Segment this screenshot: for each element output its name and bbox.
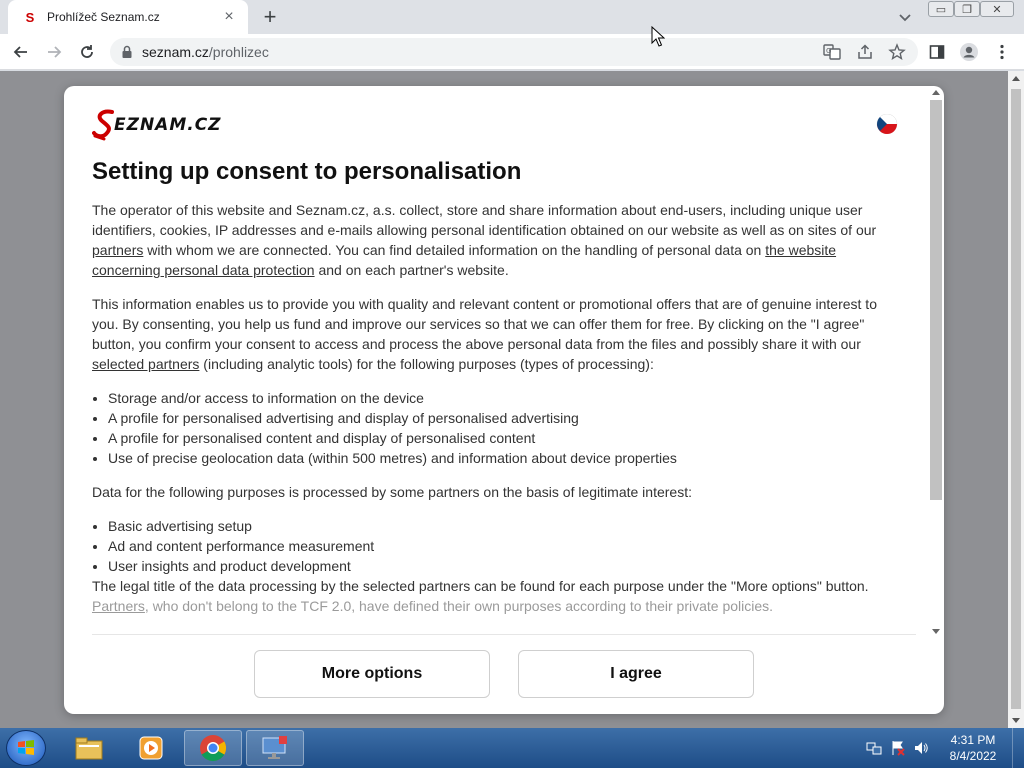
consent-dialog — [64, 86, 944, 714]
back-arrow-icon — [12, 43, 30, 61]
file-explorer-icon — [74, 735, 104, 761]
media-player-icon — [137, 734, 165, 762]
chrome-icon — [198, 733, 228, 763]
reload-button[interactable] — [75, 40, 99, 64]
selected-partners-link[interactable]: selected partners — [92, 356, 200, 372]
non-tcf-partners-note: Partners, who don't belong to the TCF 2.0, have defined their own purposes according to their private policies. — [92, 598, 774, 614]
start-button[interactable] — [6, 730, 46, 766]
tab-title: Prohlížeč Seznam.cz — [47, 10, 160, 24]
windows-logo-icon — [16, 738, 36, 758]
list-item: • Storage and/or access to information on the device — [108, 388, 892, 408]
close-window-button[interactable]: ✕ — [980, 1, 1014, 17]
clock-time: 4:31 PM — [950, 733, 996, 747]
bookmark-star-icon[interactable] — [888, 43, 906, 61]
purposes-list — [108, 388, 892, 468]
profile-button[interactable] — [959, 42, 979, 62]
dialog-scrollbar[interactable] — [928, 90, 942, 634]
seznam-favicon-icon: S — [25, 9, 35, 25]
tab-close-button[interactable]: × — [224, 8, 234, 25]
page-scrollbar-thumb[interactable] — [1011, 89, 1021, 709]
share-icon[interactable] — [856, 43, 874, 61]
agree-button[interactable]: I agree — [518, 650, 754, 698]
dialog-title: Setting up consent to personalisation — [92, 158, 522, 185]
clock-date: 8/4/2022 — [949, 749, 997, 763]
legitimate-interest-intro: Data for the following purposes is processed by some partners on the basis of legitimate interest: — [92, 484, 692, 500]
network-tray-icon[interactable] — [866, 740, 882, 756]
windows-taskbar — [0, 728, 1024, 768]
svg-text:EZNAM.CZ: EZNAM.CZ — [114, 115, 222, 135]
svg-text:G: G — [826, 47, 832, 55]
profile-avatar-icon — [959, 42, 979, 62]
scroll-up-arrow-icon[interactable] — [1012, 76, 1020, 81]
list-item: • Use of precise geolocation data (within 500 metres) and information about device properties — [108, 448, 892, 468]
list-item: • Ad and content performance measurement — [108, 536, 892, 556]
taskbar-media-player-button[interactable] — [122, 730, 180, 766]
remote-desktop-icon — [260, 734, 290, 762]
more-options-button[interactable]: More options — [254, 650, 490, 698]
tab-strip — [0, 0, 1024, 34]
legal-title-note: The legal title of the data processing by the selected partners can be found for each purpose under the "More options" button. — [92, 578, 869, 594]
lock-icon[interactable] — [120, 45, 134, 59]
dialog-scroll-down-icon[interactable] — [932, 629, 940, 634]
browser-tab[interactable] — [8, 0, 248, 34]
translate-icon[interactable] — [823, 43, 841, 61]
mouse-cursor-icon — [651, 26, 665, 48]
list-item: • Basic advertising setup — [108, 516, 892, 536]
taskbar-chrome-button[interactable] — [184, 730, 242, 766]
consent-paragraph: This information enables us to provide you with quality and relevant content or promotional offers that are of genuine interest to you. By consenting, you help us fund and improve our services so that we can offer them for free. By clicking on the "I agree" button, you confirm your consent to access and process the above personal data from the files and possibly share it with our selected partners (including analytic tools) for the following purposes (types of processing): — [92, 296, 877, 372]
url-text: seznam.cz/prohlizec — [142, 44, 269, 60]
page-scrollbar[interactable] — [1008, 71, 1024, 728]
tab-search-chevron-icon[interactable] — [896, 8, 914, 26]
show-desktop-button[interactable] — [1012, 728, 1024, 768]
dialog-scroll-up-icon[interactable] — [932, 90, 940, 95]
side-panel-button[interactable] — [927, 42, 947, 62]
reload-icon — [78, 43, 96, 61]
taskbar-explorer-button[interactable] — [60, 730, 118, 766]
kebab-menu-icon — [1000, 44, 1004, 60]
data-protection-link[interactable]: the website concerning personal data protection — [92, 242, 837, 278]
menu-button[interactable] — [992, 42, 1012, 62]
side-panel-icon — [929, 44, 945, 60]
list-item: • User insights and product development — [108, 556, 892, 576]
forward-button[interactable] — [42, 40, 66, 64]
scroll-down-arrow-icon[interactable] — [1012, 718, 1020, 723]
intro-paragraph: The operator of this website and Seznam.cz, a.s. collect, store and share information about end-users, including unique user identifiers, cookies, IP addresses and e-mails allowing personal identification obtained on our website as well as on sites of our partners with whom we are connected. You can find detailed information on the handling of personal data on the website concerning personal data protection and on each partner's website. — [92, 202, 877, 278]
browser-toolbar — [0, 34, 1024, 70]
consent-scroll-area[interactable] — [64, 86, 944, 626]
forward-arrow-icon — [45, 43, 63, 61]
dialog-divider — [92, 634, 916, 635]
action-center-tray-icon[interactable] — [890, 740, 906, 756]
dialog-scrollbar-thumb[interactable] — [930, 100, 942, 500]
legitimate-purposes-list — [108, 516, 892, 576]
new-tab-button[interactable]: + — [263, 4, 277, 29]
volume-tray-icon[interactable] — [913, 740, 929, 756]
partners-note-link[interactable]: Partners — [92, 598, 145, 614]
taskbar-network-app-button[interactable] — [246, 730, 304, 766]
dialog-body — [92, 200, 892, 616]
back-button[interactable] — [9, 40, 33, 64]
partners-link[interactable]: partners — [92, 242, 144, 258]
list-item: • A profile for personalised content and display of personalised content — [108, 428, 892, 448]
system-clock[interactable] — [938, 732, 1008, 764]
list-item: • A profile for personalised advertising and display of personalised advertising — [108, 408, 892, 428]
restore-button[interactable]: ❐ — [954, 1, 980, 17]
address-bar[interactable] — [110, 38, 918, 66]
minimize-button[interactable]: ▭ — [928, 1, 954, 17]
